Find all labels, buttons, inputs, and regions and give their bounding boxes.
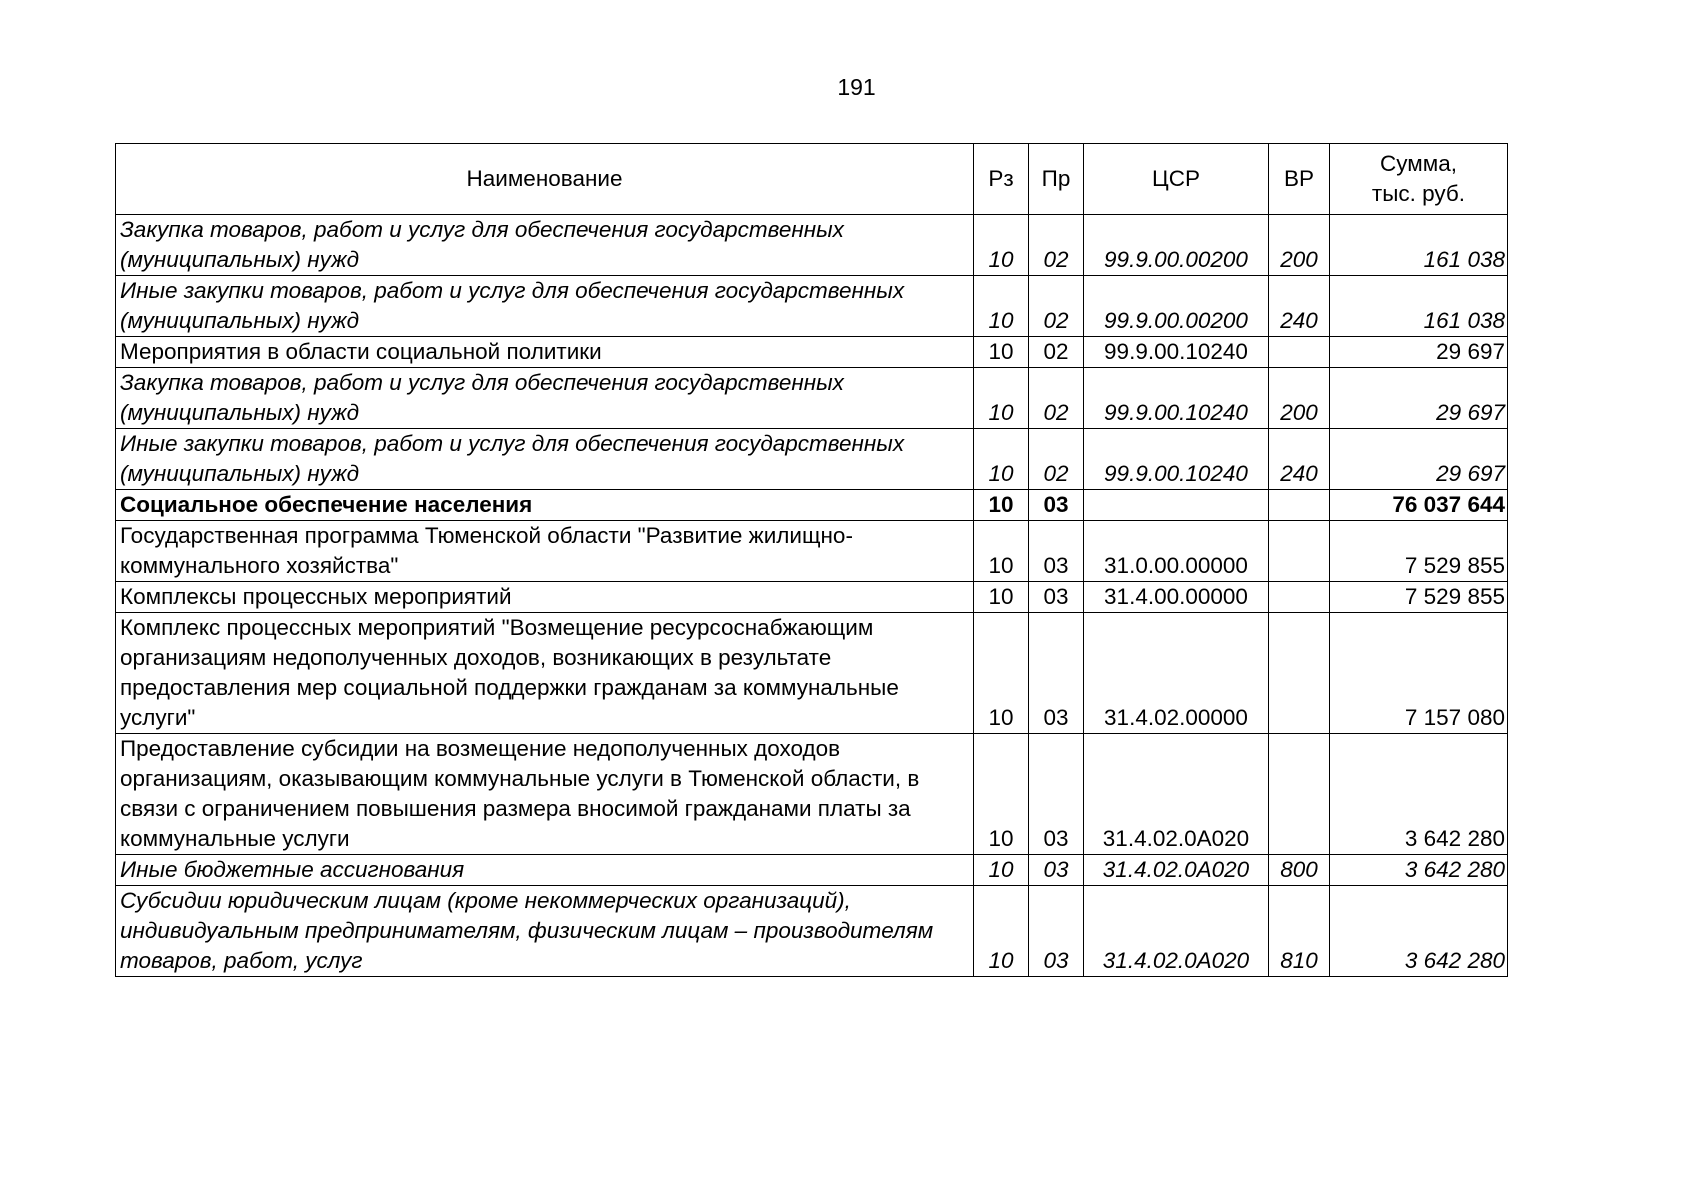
header-rz: Рз xyxy=(974,144,1029,215)
cell-vr xyxy=(1269,613,1330,734)
cell-rz: 10 xyxy=(974,855,1029,886)
cell-sum: 29 697 xyxy=(1330,429,1508,490)
cell-rz: 10 xyxy=(974,521,1029,582)
cell-name: Закупка товаров, работ и услуг для обеспечения государственных (муниципальных) нужд xyxy=(116,215,974,276)
cell-pr: 02 xyxy=(1029,368,1084,429)
cell-pr: 02 xyxy=(1029,429,1084,490)
table-row xyxy=(116,368,1508,429)
cell-csr: 99.9.00.10240 xyxy=(1084,337,1269,368)
cell-name: Мероприятия в области социальной политики xyxy=(116,337,974,368)
header-csr: ЦСР xyxy=(1084,144,1269,215)
cell-csr: 31.4.00.00000 xyxy=(1084,582,1269,613)
header-pr: Пр xyxy=(1029,144,1084,215)
cell-csr: 31.4.02.00000 xyxy=(1084,613,1269,734)
cell-sum: 3 642 280 xyxy=(1330,734,1508,855)
table-header-row xyxy=(116,144,1508,215)
cell-rz: 10 xyxy=(974,215,1029,276)
cell-vr xyxy=(1269,734,1330,855)
header-sum-line2: тыс. руб. xyxy=(1371,181,1466,206)
cell-name: Комплексы процессных мероприятий xyxy=(116,582,974,613)
table-row xyxy=(116,855,1508,886)
cell-pr: 03 xyxy=(1029,886,1084,977)
cell-vr xyxy=(1269,337,1330,368)
header-name: Наименование xyxy=(116,144,974,215)
cell-sum: 29 697 xyxy=(1330,337,1508,368)
cell-pr: 03 xyxy=(1029,855,1084,886)
cell-csr: 99.9.00.10240 xyxy=(1084,429,1269,490)
cell-name: Иные закупки товаров, работ и услуг для обеспечения государственных (муниципальных) нужд xyxy=(116,429,974,490)
cell-csr: 31.4.02.0А020 xyxy=(1084,734,1269,855)
cell-rz: 10 xyxy=(974,490,1029,521)
cell-csr: 31.4.02.0А020 xyxy=(1084,855,1269,886)
cell-name: Предоставление субсидии на возмещение недополученных доходов организациям, оказывающим коммунальные услуги в Тюменской области, в связи с ограничением повышения размера вносимой гражданами платы за коммунальные услуги xyxy=(116,734,974,855)
cell-csr: 31.0.00.00000 xyxy=(1084,521,1269,582)
cell-sum: 3 642 280 xyxy=(1330,886,1508,977)
cell-pr: 03 xyxy=(1029,490,1084,521)
cell-vr: 200 xyxy=(1269,215,1330,276)
table-row xyxy=(116,613,1508,734)
cell-vr: 240 xyxy=(1269,276,1330,337)
cell-name: Государственная программа Тюменской области "Развитие жилищно-коммунального хозяйства" xyxy=(116,521,974,582)
cell-vr: 200 xyxy=(1269,368,1330,429)
cell-csr: 99.9.00.00200 xyxy=(1084,215,1269,276)
cell-rz: 10 xyxy=(974,582,1029,613)
cell-pr: 02 xyxy=(1029,276,1084,337)
cell-rz: 10 xyxy=(974,429,1029,490)
cell-sum: 76 037 644 xyxy=(1330,490,1508,521)
cell-pr: 02 xyxy=(1029,337,1084,368)
table-row xyxy=(116,337,1508,368)
cell-sum: 3 642 280 xyxy=(1330,855,1508,886)
cell-sum: 7 529 855 xyxy=(1330,521,1508,582)
cell-sum: 161 038 xyxy=(1330,215,1508,276)
cell-csr: 31.4.02.0А020 xyxy=(1084,886,1269,977)
cell-vr: 800 xyxy=(1269,855,1330,886)
table-body xyxy=(116,215,1508,977)
cell-pr: 03 xyxy=(1029,521,1084,582)
table-row xyxy=(116,521,1508,582)
header-sum xyxy=(1330,144,1508,215)
cell-rz: 10 xyxy=(974,734,1029,855)
cell-pr: 02 xyxy=(1029,215,1084,276)
cell-name: Иные бюджетные ассигнования xyxy=(116,855,974,886)
cell-pr: 03 xyxy=(1029,582,1084,613)
cell-sum: 7 529 855 xyxy=(1330,582,1508,613)
table-row xyxy=(116,429,1508,490)
header-vr: ВР xyxy=(1269,144,1330,215)
table-row xyxy=(116,276,1508,337)
cell-name: Субсидии юридическим лицам (кроме некоммерческих организаций), индивидуальным предпринимателям, физическим лицам – производителям товаров, работ, услуг xyxy=(116,886,974,977)
cell-vr xyxy=(1269,490,1330,521)
cell-rz: 10 xyxy=(974,886,1029,977)
table-row xyxy=(116,734,1508,855)
cell-sum: 29 697 xyxy=(1330,368,1508,429)
cell-name: Комплекс процессных мероприятий "Возмещение ресурсоснабжающим организациям недополученных доходов, возникающих в результате предоставления мер социальной поддержки гражданам за коммунальные услуги" xyxy=(116,613,974,734)
cell-rz: 10 xyxy=(974,368,1029,429)
cell-vr: 240 xyxy=(1269,429,1330,490)
cell-pr: 03 xyxy=(1029,613,1084,734)
cell-name: Социальное обеспечение населения xyxy=(116,490,974,521)
cell-rz: 10 xyxy=(974,613,1029,734)
page-number: 191 xyxy=(837,74,876,100)
cell-vr: 810 xyxy=(1269,886,1330,977)
cell-csr: 99.9.00.00200 xyxy=(1084,276,1269,337)
cell-vr xyxy=(1269,582,1330,613)
cell-name: Закупка товаров, работ и услуг для обеспечения государственных (муниципальных) нужд xyxy=(116,368,974,429)
cell-csr: 99.9.00.10240 xyxy=(1084,368,1269,429)
budget-table xyxy=(115,143,1508,977)
cell-rz: 10 xyxy=(974,337,1029,368)
table-row xyxy=(116,215,1508,276)
cell-sum: 7 157 080 xyxy=(1330,613,1508,734)
cell-rz: 10 xyxy=(974,276,1029,337)
table-row xyxy=(116,886,1508,977)
cell-csr xyxy=(1084,490,1269,521)
cell-sum: 161 038 xyxy=(1330,276,1508,337)
cell-pr: 03 xyxy=(1029,734,1084,855)
cell-name: Иные закупки товаров, работ и услуг для обеспечения государственных (муниципальных) нужд xyxy=(116,276,974,337)
cell-vr xyxy=(1269,521,1330,582)
table-row xyxy=(116,490,1508,521)
header-sum-line1: Сумма, xyxy=(1380,151,1457,176)
table-row xyxy=(116,582,1508,613)
